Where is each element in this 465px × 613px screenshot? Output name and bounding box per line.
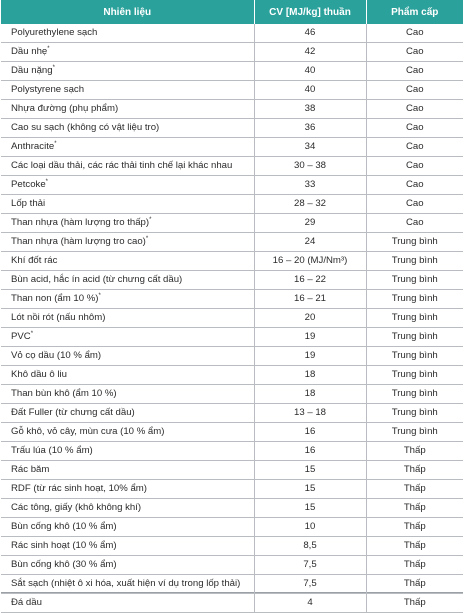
header-grade: Phẩm cấp — [391, 6, 439, 18]
cv-value: 7,5 — [254, 556, 366, 575]
grade-value: Trung bình — [366, 347, 463, 366]
fuel-name-cell — [1, 594, 254, 613]
fuel-name-cell — [1, 100, 254, 119]
grade-value: Cao — [366, 157, 463, 176]
table-row — [1, 537, 463, 556]
fuel-name-cell — [1, 290, 254, 309]
fuel-name: Than nhựa (hàm lượng tro thấp) — [11, 217, 150, 228]
footnote-star: * — [145, 235, 149, 242]
grade-value: Thấp — [366, 556, 463, 575]
cv-value: 46 — [254, 24, 366, 43]
cv-value: 29 — [254, 214, 366, 233]
grade-value: Cao — [366, 138, 463, 157]
cv-value: 4 — [254, 594, 366, 613]
grade-value: Cao — [366, 119, 463, 138]
cv-value: 18 — [254, 385, 366, 404]
fuel-name: RDF (từ rác sinh hoạt, 10% ẩm) — [11, 483, 147, 494]
table-row — [1, 214, 463, 233]
footnote-star: * — [54, 140, 57, 147]
table-row — [1, 518, 463, 537]
grade-value: Trung bình — [366, 328, 463, 347]
table-row — [1, 423, 463, 442]
footnote-star: * — [52, 64, 55, 71]
fuel-name-cell — [1, 423, 254, 442]
table-row — [1, 404, 463, 423]
table-row — [1, 271, 463, 290]
fuel-name: Rác băm — [11, 464, 50, 475]
cv-value: 15 — [254, 461, 366, 480]
fuel-name-cell — [1, 119, 254, 138]
grade-value: Cao — [366, 214, 463, 233]
table-row — [1, 499, 463, 518]
table-row — [1, 290, 463, 309]
table-row — [1, 62, 463, 81]
cv-value: 40 — [254, 81, 366, 100]
cv-value: 15 — [254, 499, 366, 518]
table-row — [1, 594, 463, 613]
cv-value: 16 — [254, 423, 366, 442]
fuel-name: Các loại dầu thải, các rác thải tinh chế lại khác nhau — [11, 160, 233, 171]
table-row — [1, 328, 463, 347]
fuel-name: Bùn cống khô (10 % ẩm) — [11, 521, 117, 532]
grade-value: Trung bình — [366, 385, 463, 404]
table-row — [1, 138, 463, 157]
cv-value: 16 – 20 (MJ/Nm³) — [254, 252, 366, 271]
fuel-name-cell — [1, 518, 254, 537]
grade-value: Thấp — [366, 518, 463, 537]
fuel-name-cell — [1, 537, 254, 556]
fuel-name-cell — [1, 404, 254, 423]
table-row — [1, 176, 463, 195]
cv-value: 38 — [254, 100, 366, 119]
cv-value: 16 – 22 — [254, 271, 366, 290]
cv-value: 19 — [254, 347, 366, 366]
table-row — [1, 157, 463, 176]
cv-value: 13 – 18 — [254, 404, 366, 423]
fuel-name-cell — [1, 366, 254, 385]
cv-value: 28 – 32 — [254, 195, 366, 214]
grade-value: Thấp — [366, 442, 463, 461]
fuel-name: Than non (ẩm 10 %) — [11, 293, 99, 304]
fuel-name: Đá dầu — [11, 597, 42, 608]
fuel-name: Dầu nặng — [11, 65, 53, 76]
fuel-name: Lốp thải — [11, 198, 46, 209]
grade-value: Trung bình — [366, 271, 463, 290]
grade-value: Thấp — [366, 461, 463, 480]
grade-value: Trung bình — [366, 404, 463, 423]
fuel-name-cell — [1, 556, 254, 575]
fuel-name: Lót nồi rót (nấu nhôm) — [11, 312, 106, 323]
fuel-name-cell — [1, 62, 254, 81]
grade-value: Trung bình — [366, 252, 463, 271]
cv-value: 7,5 — [254, 575, 366, 594]
table-body — [1, 24, 463, 613]
table-row — [1, 461, 463, 480]
fuel-name: Khí đốt rác — [11, 255, 58, 266]
fuel-calorific-table-container — [1, 0, 463, 608]
fuel-name: Các tông, giấy (khô không khí) — [11, 502, 142, 513]
fuel-name-cell — [1, 271, 254, 290]
fuel-calorific-table — [1, 0, 463, 613]
grade-value: Cao — [366, 176, 463, 195]
cv-value: 30 – 38 — [254, 157, 366, 176]
fuel-name-cell — [1, 157, 254, 176]
grade-value: Cao — [366, 81, 463, 100]
table-row — [1, 119, 463, 138]
table-row — [1, 575, 463, 594]
fuel-name-cell — [1, 385, 254, 404]
fuel-name-cell — [1, 43, 254, 62]
fuel-name: Trấu lúa (10 % ẩm) — [11, 445, 93, 456]
fuel-name-cell — [1, 328, 254, 347]
table-row — [1, 556, 463, 575]
fuel-name: Gỗ khô, vỏ cây, mùn cưa (10 % ẩm) — [11, 426, 165, 437]
cv-value: 36 — [254, 119, 366, 138]
fuel-name: Vỏ cọ dầu (10 % ẩm) — [11, 350, 102, 361]
header-fuel: Nhiên liệu — [1, 0, 254, 24]
cv-value: 18 — [254, 366, 366, 385]
cv-value: 10 — [254, 518, 366, 537]
fuel-name-cell — [1, 176, 254, 195]
table-row — [1, 233, 463, 252]
fuel-name-cell — [1, 575, 254, 594]
fuel-name: Anthracite — [11, 141, 55, 152]
footnote-star: * — [149, 216, 152, 223]
grade-value: Thấp — [366, 499, 463, 518]
fuel-name-cell — [1, 81, 254, 100]
grade-value: Cao — [366, 24, 463, 43]
fuel-name: Than nhựa (hàm lượng tro cao) — [11, 236, 146, 247]
fuel-name: Polyurethylene sạch — [11, 27, 98, 38]
cv-value: 20 — [254, 309, 366, 328]
cv-value: 33 — [254, 176, 366, 195]
grade-value: Cao — [366, 43, 463, 62]
fuel-name: Bùn cống khô (30 % ẩm) — [11, 559, 117, 570]
fuel-name-cell — [1, 309, 254, 328]
fuel-name-cell — [1, 24, 254, 43]
table-row — [1, 195, 463, 214]
table-row — [1, 347, 463, 366]
table-row — [1, 252, 463, 271]
cv-value: 24 — [254, 233, 366, 252]
fuel-name: Rác sinh hoạt (10 % ẩm) — [11, 540, 117, 551]
footnote-star: * — [98, 292, 101, 299]
table-row — [1, 43, 463, 62]
fuel-name-cell — [1, 233, 254, 252]
cv-value: 16 – 21 — [254, 290, 366, 309]
cv-value: 19 — [254, 328, 366, 347]
fuel-name-cell — [1, 252, 254, 271]
fuel-name-cell — [1, 195, 254, 214]
fuel-name: Sắt sạch (nhiệt ô xi hóa, xuất hiện ví dụ trong lốp thải) — [11, 578, 241, 589]
cv-value: 15 — [254, 480, 366, 499]
cv-value: 42 — [254, 43, 366, 62]
footnote-star: * — [30, 330, 34, 337]
grade-value: Trung bình — [366, 290, 463, 309]
fuel-name: Than bùn khô (ẩm 10 %) — [11, 388, 117, 399]
fuel-name-cell — [1, 499, 254, 518]
cv-value: 16 — [254, 442, 366, 461]
footnote-star: * — [45, 178, 49, 185]
fuel-name-cell — [1, 461, 254, 480]
grade-value: Thấp — [366, 575, 463, 594]
grade-value: Cao — [366, 62, 463, 81]
table-row — [1, 100, 463, 119]
grade-value: Trung bình — [366, 423, 463, 442]
cv-value: 34 — [254, 138, 366, 157]
fuel-name: Petcoke — [11, 179, 46, 190]
fuel-name: Cao su sạch (không có vật liệu tro) — [11, 122, 160, 133]
fuel-name-cell — [1, 347, 254, 366]
grade-value: Trung bình — [366, 233, 463, 252]
cv-value: 40 — [254, 62, 366, 81]
table-header-row — [1, 0, 463, 24]
grade-value: Trung bình — [366, 366, 463, 385]
grade-value: Thấp — [366, 594, 463, 613]
fuel-name: Đất Fuller (từ chưng cất dầu) — [11, 407, 135, 418]
table-row — [1, 480, 463, 499]
fuel-name: Polystyrene sạch — [11, 84, 85, 95]
grade-value: Trung bình — [366, 309, 463, 328]
fuel-name-cell — [1, 214, 254, 233]
grade-value: Cao — [366, 100, 463, 119]
fuel-name: Nhựa đường (phụ phẩm) — [11, 103, 119, 114]
grade-value: Thấp — [366, 480, 463, 499]
fuel-name-cell — [1, 442, 254, 461]
table-row — [1, 442, 463, 461]
fuel-name: Bùn acid, hắc ín acid (từ chưng cất dầu) — [11, 274, 183, 285]
header-cv: CV [MJ/kg] thuần — [254, 0, 366, 24]
table-row — [1, 24, 463, 43]
table-row — [1, 366, 463, 385]
cv-value: 8,5 — [254, 537, 366, 556]
table-row — [1, 309, 463, 328]
table-row — [1, 81, 463, 100]
fuel-name: Dầu nhẹ — [11, 46, 48, 57]
table-row — [1, 385, 463, 404]
fuel-name: PVC — [11, 331, 31, 342]
fuel-name: Khô dầu ô liu — [11, 369, 68, 380]
grade-value: Thấp — [366, 537, 463, 556]
fuel-name-cell — [1, 480, 254, 499]
fuel-name-cell — [1, 138, 254, 157]
footnote-star: * — [47, 45, 50, 52]
grade-value: Cao — [366, 195, 463, 214]
